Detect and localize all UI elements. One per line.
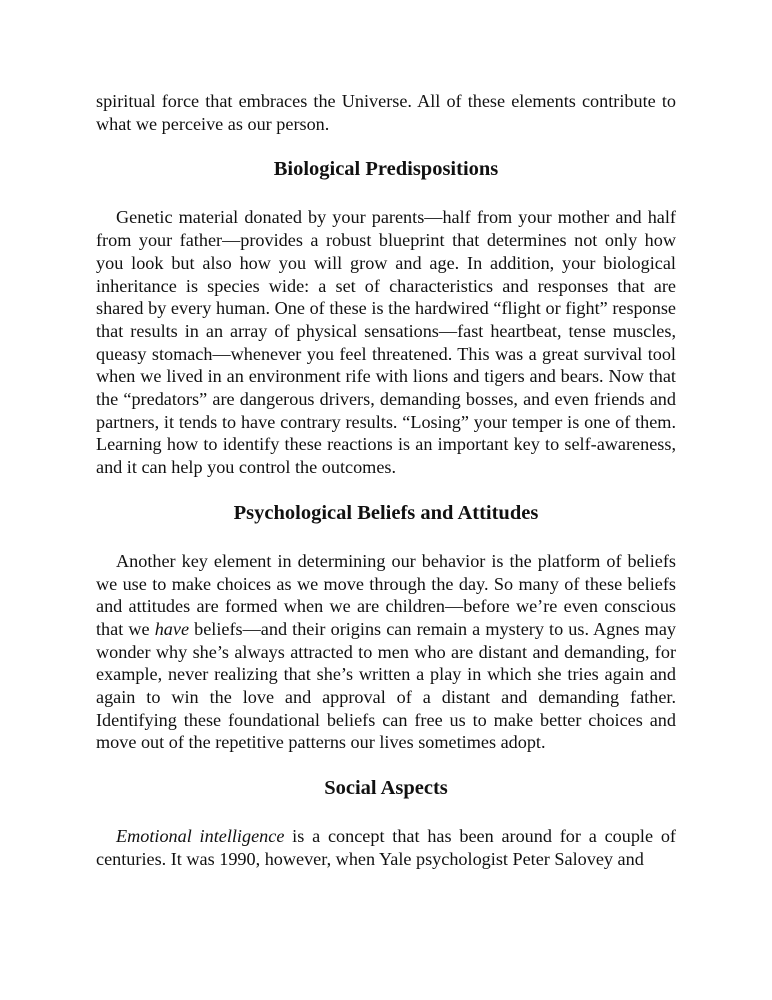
book-page: [96, 90, 676, 871]
paragraph-social-text: is a concept that has been around for a couple of centuries. It was 1990, however, when Yale psychologist Peter Salovey and: [96, 826, 676, 869]
paragraph-biological: Genetic material donated by your parents—half from your mother and half from your father—provides a robust blueprint that determines not only how you look but also how you will grow and age. In addition, your biological inheritance is species wide: a set of characteristics and responses that are shared by every human. One of these is the hardwired “flight or fight” response that results in an array of physical sensations—fast heartbeat, tense muscles, queasy stomach—whenever you feel threatened. This was a great survival tool when we lived in an environment rife with lions and tigers and bears. Now that the “predators” are dangerous drivers, demanding bosses, and even friends and partners, it tends to have contrary results. “Losing” your temper is one of them. Learning how to identify these reactions is an important key to self-awareness, and it can help you control the outcomes.: [96, 207, 676, 478]
paragraph-psychological-text-start: Another key element in determining our behavior is the platform of beliefs we use to make choices as we move through the day. So many of these beliefs and attitudes are formed when we are children—before we’re even conscious that we: [96, 550, 676, 639]
section-heading-biological: Biological Predispositions: [273, 158, 499, 181]
section-heading-social: Social Aspects: [324, 777, 448, 800]
paragraph-psychological: [96, 550, 676, 754]
section-heading-psychological: Psychological Beliefs and Attitudes: [233, 501, 539, 524]
paragraph-psychological-text-end: beliefs—and their origins can remain a mystery to us. Agnes may wonder why she’s always attracted to men who are distant and demanding, for example, never realizing that she’s written a play in which she tries again and again to win the love and approval of a distant and demanding father. Identifying these foundational beliefs can free us to make better choices and move out of the repetitive patterns our lives sometimes adopt.: [96, 618, 676, 753]
emphasis-have: have: [154, 618, 190, 639]
emphasis-emotional-intelligence: Emotional intelligence: [116, 826, 285, 847]
paragraph-social: [96, 825, 676, 870]
intro-paragraph: spiritual force that embraces the Universe. All of these elements contribute to what we perceive as our person.: [96, 91, 676, 134]
